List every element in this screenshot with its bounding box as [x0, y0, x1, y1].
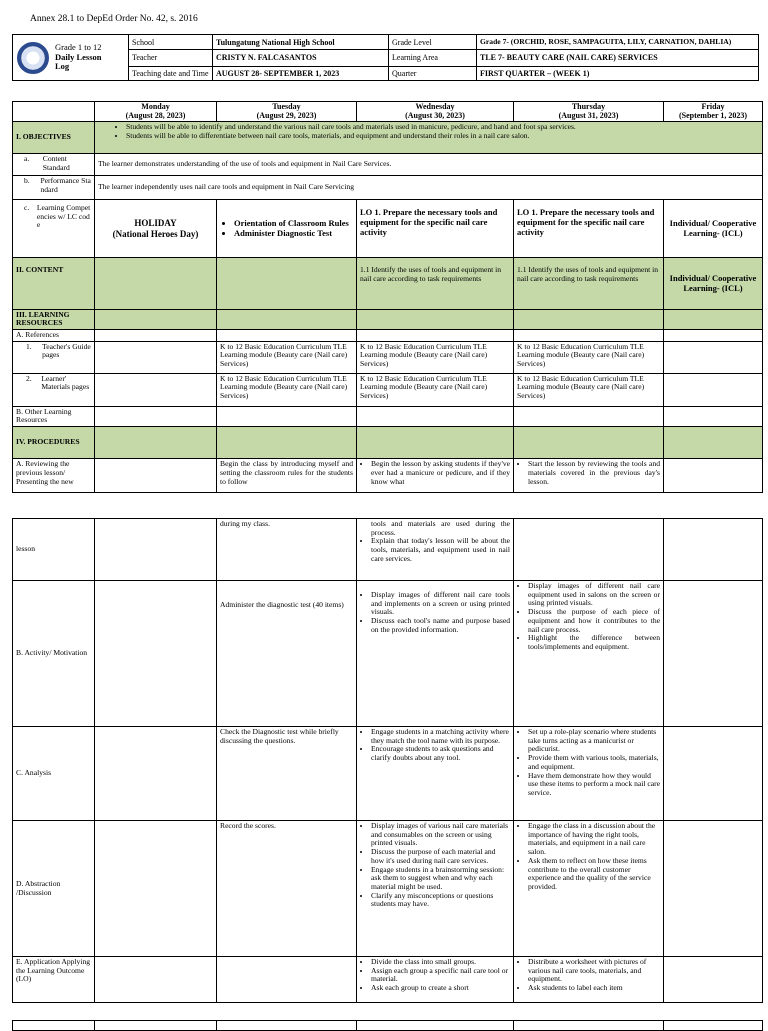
objectives-label: I. OBJECTIVES [13, 122, 95, 154]
content-standard-label: a. Content Standard [13, 154, 95, 176]
objectives-list [95, 122, 763, 154]
lc-friday: Individual/ Cooperative Learning- (ICL) [664, 200, 763, 258]
school-label: School [129, 35, 213, 50]
content-thursday: 1.1 Identify the uses of tools and equipment in nail care according to task requirements [514, 258, 664, 310]
abstraction-tuesday: Record the scores. [217, 821, 357, 957]
lm-tuesday: K to 12 Basic Education Curriculum TLE Learning module (Beauty care (Nail care) Services) [217, 373, 357, 406]
activity-label: B. Activity/ Motivation [13, 581, 95, 727]
tg-wednesday: K to 12 Basic Education Curriculum TLE Learning module (Beauty care (Nail care) Services) [357, 341, 514, 373]
learning-area-label: Learning Area [389, 50, 477, 66]
abstraction-wednesday: • Display images of various nail care materials and consumables on the screen or using printed visuals. • Discuss the purpose of each material and how it's used during nail care services. • Engage students in a brainstorming session: ask them to suggest when and why each material might be used. • Clarify any misconceptions or questions students may have. [357, 821, 514, 957]
teachers-guide-label: 1. Teacher's Guide pages [13, 341, 95, 373]
objective-item: • Students will be able to identify and understand the various nail care tools and materials used in manicure, pedicure, and hand and foot spa services. [126, 123, 759, 132]
tg-tuesday: K to 12 Basic Education Curriculum TLE Learning module (Beauty care (Nail care) Services) [217, 341, 357, 373]
tg-thursday: K to 12 Basic Education Curriculum TLE Learning module (Beauty care (Nail care) Services) [514, 341, 664, 373]
learners-materials-label: 2. Learner' Materials pages [13, 373, 95, 406]
lesson-log-table [12, 101, 763, 493]
activity-tuesday: Administer the diagnostic test (40 items) [217, 581, 357, 727]
header-table [12, 34, 759, 81]
content-tuesday [217, 258, 357, 310]
learning-resources-label: III. LEARNING RESOURCES [13, 310, 95, 330]
content-label: II. CONTENT [13, 258, 95, 310]
lc-tuesday-item: • Administer Diagnostic Test [234, 229, 353, 239]
review-tuesday: Begin the class by introducing myself and setting the classroom rules for the students to follow [217, 459, 357, 493]
analysis-label: C. Analysis [13, 727, 95, 821]
annex-reference: Annex 28.1 to DepEd Order No. 42, s. 2016 [30, 14, 198, 24]
day-monday: Monday (August 28, 2023) [95, 102, 217, 122]
day-wednesday: Wednesday (August 30, 2023) [357, 102, 514, 122]
procedures-label: IV. PROCEDURES [13, 427, 95, 459]
application-thursday: • Distribute a worksheet with pictures of various nail care tools, materials, and equipment. • Ask students to label each item [514, 957, 664, 1003]
abstraction-thursday: • Engage the class in a discussion about the importance of having the right tools, materials, and equipment in a nail care salon. • Ask them to reflect on how these items contribute to the overall customer experience and the quality of the service provided. [514, 821, 664, 957]
day-thursday: Thursday (August 31, 2023) [514, 102, 664, 122]
content-friday: Individual/ Cooperative Learning- (ICL) [664, 258, 763, 310]
lc-wednesday: LO 1. Prepare the necessary tools and equipment for the specific nail care activity [357, 200, 514, 258]
teaching-date-value: AUGUST 28- SEPTEMBER 1, 2023 [213, 66, 389, 80]
performance-standard-value: The learner independently uses nail care tools and equipment in Nail Care Servicing [95, 176, 763, 200]
lm-wednesday: K to 12 Basic Education Curriculum TLE Learning module (Beauty care (Nail care) Services) [357, 373, 514, 406]
objective-item: • Students will be able to differentiate between nail care tools, materials, and equipment and understand their roles in a nail care salon. [126, 132, 759, 141]
learning-area-value: TLE 7- BEAUTY CARE (NAIL CARE) SERVICES [477, 50, 759, 66]
lc-tuesday [217, 200, 357, 258]
analysis-thursday: • Set up a role-play scenario where students take turns acting as a manicurist or pedicurist. • Provide them with various tools, materials, and equipment. • Have them demonstrate how they would use these items to perform a mock nail care service. [514, 727, 664, 821]
lesson-log-table-continued [12, 518, 763, 1003]
lesson-log-table-next-page [12, 1020, 763, 1031]
learning-competencies-label: c. Learning Competencies w/ LC code [13, 200, 95, 258]
lc-monday: HOLIDAY (National Heroes Day) [95, 200, 217, 258]
content-standard-value: The learner demonstrates understanding of the use of tools and equipment in Nail Care Services. [95, 154, 763, 176]
performance-standard-label: b. Performance Standard [13, 176, 95, 200]
reviewing-label: A. Reviewing the previous lesson/ Presenting the new [13, 459, 95, 493]
quarter-label: Quarter [389, 66, 477, 80]
review-wednesday: • Begin the lesson by asking students if they've ever had a manicure or pedicure, and if they know what [357, 459, 514, 493]
school-value: Tulungatung National High School [213, 35, 389, 50]
grade-level-value: Grade 7- (ORCHID, ROSE, SAMPAGUITA, LILY, CARNATION, DAHLIA) [477, 35, 759, 50]
lesson-tuesday: during my class. [217, 519, 357, 581]
lesson-wednesday: tools and materials are used during the process. • Explain that today's lesson will be about the tools, materials, and equipment used in nail care services. [357, 519, 514, 581]
application-label: E. Application Applying the Learning Outcome (LO) [13, 957, 95, 1003]
log-title: Grade 1 to 12 Daily Lesson Log [55, 41, 102, 72]
lc-tuesday-item: • Orientation of Classroom Rules [234, 219, 353, 229]
content-monday [95, 258, 217, 310]
day-tuesday: Tuesday (August 29, 2023) [217, 102, 357, 122]
teacher-value: CRISTY N. FALCASANTOS [213, 50, 389, 66]
other-resources-label: B. Other Learning Resources [13, 406, 95, 426]
lc-thursday: LO 1. Prepare the necessary tools and equipment for the specific nail care activity [514, 200, 664, 258]
deped-seal-icon [17, 42, 49, 74]
day-friday: Friday (September 1, 2023) [664, 102, 763, 122]
day-header-row [13, 102, 763, 122]
lesson-label: lesson [13, 519, 95, 581]
teacher-label: Teacher [129, 50, 213, 66]
content-wednesday: 1.1 Identify the uses of tools and equipment in nail care according to task requirements [357, 258, 514, 310]
teaching-date-label: Teaching date and Time [129, 66, 213, 80]
references-label: A. References [13, 330, 95, 342]
header-logo-cell [13, 35, 129, 81]
activity-thursday: • Display images of different nail care equipment used in salons on the screen or using printed visuals. • Discuss the purpose of each piece of equipment and how it contributes to the nail care process. • Highlight the difference between tools/implements and equipment. [514, 581, 664, 727]
analysis-tuesday: Check the Diagnostic test while briefly discussing the questions. [217, 727, 357, 821]
quarter-value: FIRST QUARTER – (WEEK 1) [477, 66, 759, 80]
review-thursday: • Start the lesson by reviewing the tools and materials covered in the previous day's lesson. [514, 459, 664, 493]
day-header-blank [13, 102, 95, 122]
activity-wednesday: • Display images of different nail care tools and implements on a screen or using printed visuals. • Discuss each tool's name and purpose based on the provided information. [357, 581, 514, 727]
abstraction-label: D. Abstraction /Discussion [13, 821, 95, 957]
grade-level-label: Grade Level [389, 35, 477, 50]
application-wednesday: • Divide the class into small groups. • Assign each group a specific nail care tool or material. • Ask each group to create a short [357, 957, 514, 1003]
lm-thursday: K to 12 Basic Education Curriculum TLE Learning module (Beauty care (Nail care) Services) [514, 373, 664, 406]
analysis-wednesday: • Engage students in a matching activity where they match the tool name with its purpose. • Encourage students to ask questions and clarify doubts about any tool. [357, 727, 514, 821]
